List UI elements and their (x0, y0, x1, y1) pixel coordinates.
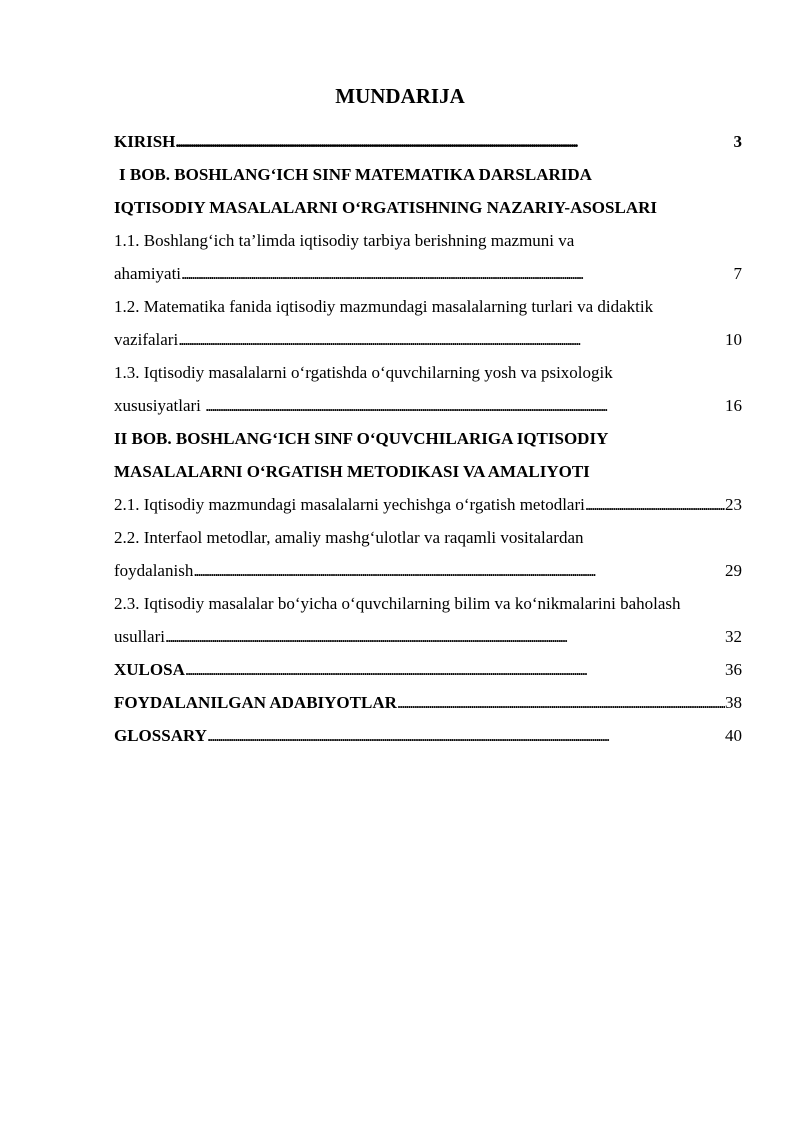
dot-leader (185, 656, 725, 684)
toc-section-2-3-line1: 2.3. Iqtisodiy masalalar bo‘yicha o‘quvchilarning bilim va ko‘nikmalarini baholash (114, 594, 681, 613)
toc-entry-glossary (114, 722, 742, 755)
toc-page-number: 3 (733, 132, 742, 151)
table-of-contents (114, 128, 742, 755)
toc-entry-text: KIRISH (114, 132, 176, 151)
toc-section-2-1 (114, 491, 742, 524)
toc-section-2-2-line2 (114, 557, 742, 590)
toc-title: MUNDARIJA (335, 84, 465, 108)
toc-entry-text: XULOSA (114, 660, 185, 679)
toc-page-number: 40 (725, 726, 742, 745)
toc-page-number: 36 (725, 660, 742, 679)
toc-entry-text: foydalanish (114, 561, 194, 580)
dot-leader (397, 689, 725, 717)
toc-section-1-2-line1: 1.2. Matematika fanida iqtisodiy mazmundagi masalalarning turlari va didaktik (114, 297, 654, 316)
dot-leader (207, 722, 725, 750)
toc-entry-references (114, 689, 742, 722)
dot-leader (205, 392, 725, 420)
toc-page-number: 32 (725, 627, 742, 646)
toc-section-1-1-line2 (114, 260, 742, 293)
toc-entry-text: FOYDALANILGAN ADABIYOTLAR (114, 693, 397, 712)
toc-page-number: 7 (733, 264, 742, 283)
toc-chapter-2-line2: MASALALARNI O‘RGATISH METODIKASI VA AMALIYOTI (114, 462, 590, 481)
toc-section-1-3-line1: 1.3. Iqtisodiy masalalarni o‘rgatishda o‘quvchilarning yosh va psixologik (114, 363, 613, 382)
toc-entry-kirish (114, 128, 742, 161)
toc-section-2-2-line1: 2.2. Interfaol metodlar, amaliy mashg‘ulotlar va raqamli vositalardan (114, 528, 584, 547)
toc-entry-text: usullari (114, 627, 165, 646)
dot-leader (193, 557, 725, 585)
toc-entry-text: ahamiyati (114, 264, 182, 283)
toc-section-1-1-line1: 1.1. Boshlang‘ich ta’limda iqtisodiy tarbiya berishning mazmuni va (114, 231, 575, 250)
toc-entry-xulosa (114, 656, 742, 689)
toc-page-number: 23 (725, 495, 742, 514)
toc-chapter-1-line1: I BOB. BOSHLANG‘ICH SINF MATEMATIKA DARSLARIDA (119, 165, 592, 184)
dot-leader (165, 623, 725, 651)
toc-page-number: 10 (725, 330, 742, 349)
dot-leader (178, 326, 725, 354)
toc-section-2-3-line2 (114, 623, 742, 656)
toc-entry-text: xususiyatlari (114, 396, 206, 415)
toc-page-number: 16 (725, 396, 742, 415)
toc-chapter-1-line2: IQTISODIY MASALALARNI O‘RGATISHNING NAZARIY-ASOSLARI (114, 198, 657, 217)
toc-section-1-2-line2 (114, 326, 742, 359)
dot-leader (175, 128, 733, 156)
toc-page-number: 38 (725, 693, 742, 712)
toc-page-number: 29 (725, 561, 742, 580)
toc-entry-text: GLOSSARY (114, 726, 207, 745)
toc-entry-text: vazifalari (114, 330, 179, 349)
dot-leader (181, 260, 733, 288)
toc-entry-text: 2.1. Iqtisodiy mazmundagi masalalarni yechishga o‘rgatish metodlari (114, 495, 585, 514)
toc-section-1-3-line2 (114, 392, 742, 425)
toc-chapter-2-line1: II BOB. BOSHLANG‘ICH SINF O‘QUVCHILARIGA IQTISODIY (114, 429, 609, 448)
dot-leader (585, 491, 725, 519)
